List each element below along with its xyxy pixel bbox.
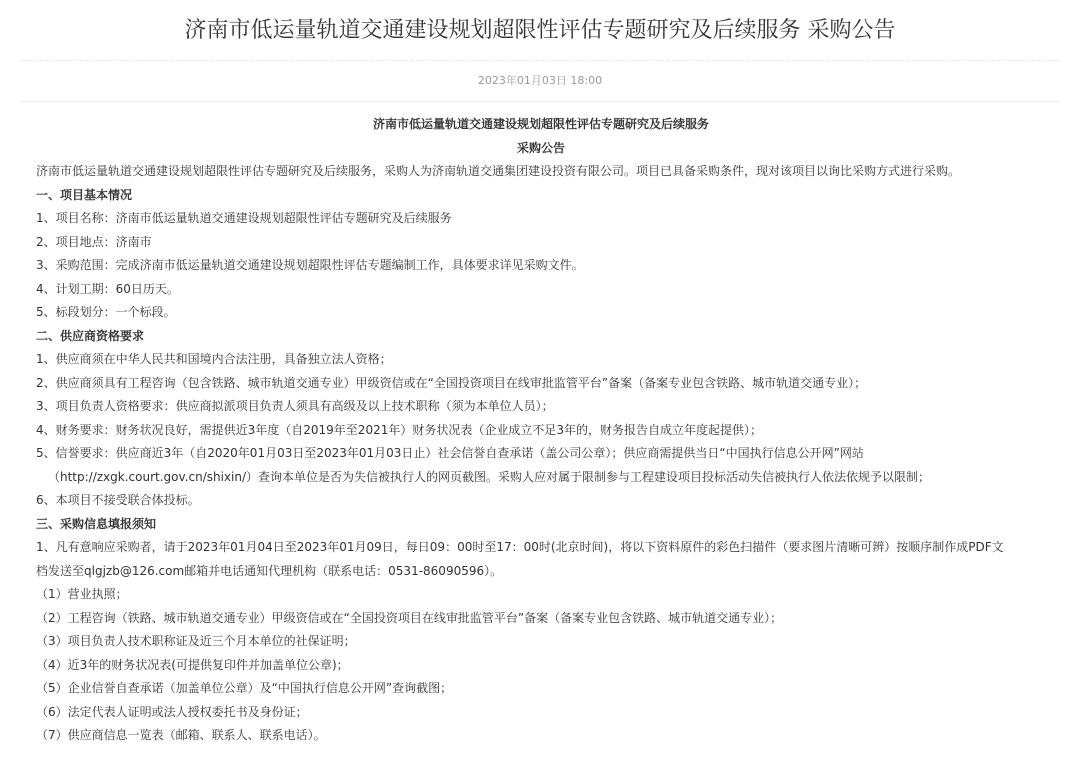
submission-line: 1、凡有意响应采购者，请于2023年01月04日至2023年01月09日，每日09：00时至17：00时(北京时间)，将以下资料原件的彩色扫描件（要求图片清晰可辨）按顺序制作成PDF文 [36, 540, 1004, 554]
page-title: 济南市低运量轨道交通建设规划超限性评估专题研究及后续服务 采购公告 [184, 18, 896, 43]
list-item: 3、采购范围：完成济南市低运量轨道交通建设规划超限性评估专题编制工作，具体要求详见采购文件。 [36, 258, 584, 272]
list-item-continuation: （http://zxgk.court.gov.cn/shixin/）查询本单位是否为失信被执行人的网页截图。采购人应对属于限制参与工程建设项目投标活动失信被执行人依法依规予以限制； [48, 469, 931, 484]
section-heading-submission: 三、采购信息填报须知 [36, 516, 157, 531]
list-item: 3、项目负责人资格要求：供应商拟派项目负责人须具有高级及以上技术职称（须为本单位人员）； [36, 399, 554, 413]
sub-list-item: （4）近3年的财务状况表(可提供复印件并加盖单位公章)； [36, 657, 349, 672]
list-item: 5、标段划分：一个标段。 [36, 305, 176, 319]
sub-list-item: （3）项目负责人技术职称证及近三个月本单位的社保证明； [36, 634, 356, 648]
list-item: 2、供应商须具有工程咨询（包含铁路、城市轨道交通专业）甲级资信或在“全国投资项目在线审批监管平台”备案（备案专业包含铁路、城市轨道交通专业）； [36, 375, 867, 390]
section-heading-basic-info: 一、项目基本情况 [36, 187, 133, 202]
announcement-body [36, 113, 1046, 748]
list-item: 1、供应商须在中华人民共和国境内合法注册，具备独立法人资格； [36, 352, 392, 366]
sub-list-item: （2）工程咨询（铁路、城市轨道交通专业）甲级资信或在“全国投资项目在线审批监管平台”备案（备案专业包含铁路、城市轨道交通专业）； [36, 610, 783, 625]
list-item: 2、项目地点：济南市 [36, 234, 152, 249]
sub-list-item: （5）企业信誉自查承诺（加盖单位公章）及“中国执行信息公开网”查询截图； [36, 681, 453, 695]
intro-paragraph: 济南市低运量轨道交通建设规划超限性评估专题研究及后续服务，采购人为济南轨道交通集团建设投资有限公司。项目已具备采购条件，现对该项目以询比采购方式进行采购。 [36, 164, 961, 178]
list-item: 4、计划工期：60日历天。 [36, 281, 179, 296]
list-item: 4、财务要求：财务状况良好，需提供近3年度（自2019年至2021年）财务状况表（企业成立不足3年的，财务报告自成立年度起提供）； [36, 422, 762, 437]
sub-list-item: （1）营业执照； [36, 587, 128, 601]
list-item: 5、信誉要求：供应商近3年（自2020年01月03日至2023年01月03日止）社会信誉自查承诺（盖公司公章）；供应商需提供当日“中国执行信息公开网”网站 [36, 446, 864, 460]
submission-line: 档发送至qlgjzb@126.com邮箱并电话通知代理机构（联系电话：0531-86090596）。 [36, 563, 503, 578]
list-item: 6、本项目不接受联合体投标。 [36, 493, 200, 507]
publish-date: 2023年01月03日 18:00 [477, 74, 603, 87]
list-item: 1、项目名称：济南市低运量轨道交通建设规划超限性评估专题研究及后续服务 [36, 211, 452, 225]
project-title: 济南市低运量轨道交通建设规划超限性评估专题研究及后续服务 [372, 117, 709, 131]
section-heading-qualifications: 二、供应商资格要求 [36, 328, 145, 343]
title-divider [20, 60, 1060, 61]
sub-list-item: （6）法定代表人证明或法人授权委托书及身份证； [36, 704, 308, 719]
date-divider [20, 101, 1060, 102]
sub-list-item: （7）供应商信息一览表（邮箱、联系人、联系电话）。 [36, 728, 326, 742]
notice-subtitle: 采购公告 [516, 140, 565, 155]
